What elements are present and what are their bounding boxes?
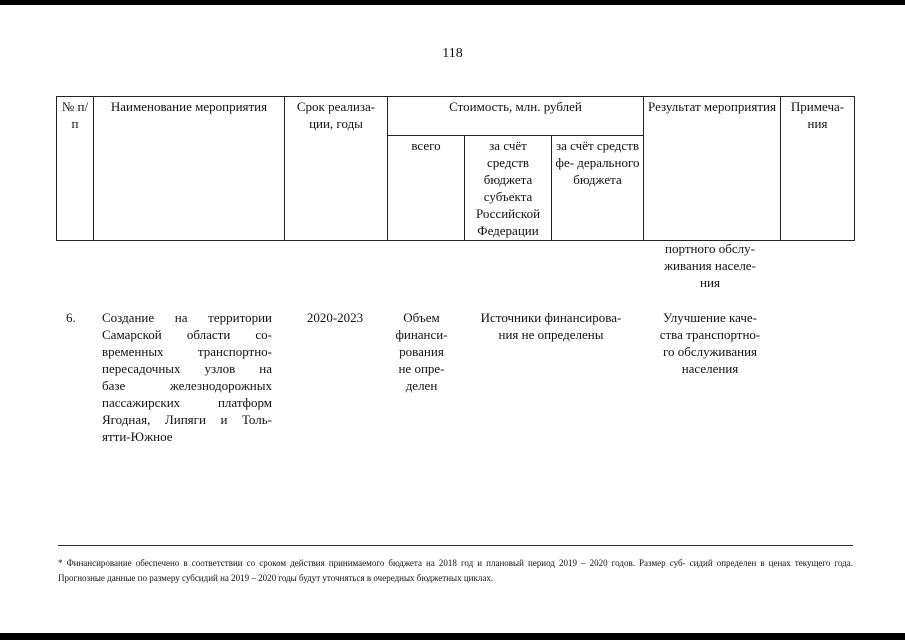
page-number: 118 [442, 46, 463, 61]
row6-total-line: Объем [403, 310, 440, 325]
row6-name-line: временных транспортно- [102, 344, 272, 359]
header-num: № п/п [57, 97, 94, 241]
footnote-divider [58, 545, 853, 546]
row6-sources-line: ния не определены [498, 327, 604, 342]
table-header [56, 96, 855, 241]
row6-sources [462, 309, 640, 343]
row6-name-line: ятти-Южное [102, 429, 173, 444]
row6-result [643, 309, 777, 377]
continuation-result [643, 240, 777, 291]
row6-total [383, 309, 460, 394]
row6-result-line: ства транспортно- [659, 327, 761, 342]
row6-name-line: Ягодная, Липяги и Толь- [102, 412, 272, 427]
row6-result-line: населения [681, 361, 739, 376]
row6-name-line: базе железнодорожных [102, 378, 272, 393]
footnote: * Финансирование обеспечено в соответствии со сроком действия принимаемого бюджета на 2018 год и плановый период 2019 – 2020 годов. Размер суб- сидий определен в ценах текущего года. Прогнозные данные по размеру субсидий на 2019 – 2020 годы будут уточняться в очередных бюджетных циклах. [58, 558, 853, 583]
header-cost-total: всего [388, 136, 465, 241]
header-result: Результат мероприятия [644, 97, 781, 241]
row6-total-line: рования [399, 344, 444, 359]
row6-name-line: пересадочных узлов на [102, 361, 272, 376]
row6-period: 2020-2023 [306, 310, 364, 325]
row6-total-line: делен [405, 378, 438, 393]
continuation-line: ния [700, 275, 720, 290]
top-border [0, 0, 905, 5]
row6-name-line: Создание на территории [102, 310, 272, 325]
row6-total-line: финанси- [395, 327, 448, 342]
row6-num: 6. [66, 310, 76, 325]
header-cost-federal: за счёт средств фе- дерального бюджета [552, 136, 644, 241]
row6-name [102, 309, 272, 445]
header-notes: Примеча- ния [781, 97, 855, 241]
bottom-border [0, 633, 905, 640]
continuation-line: живания населе- [664, 258, 756, 273]
row6-total-line: не опре- [398, 361, 445, 376]
header-period: Срок реализа- ции, годы [285, 97, 388, 241]
header-name: Наименование мероприятия [94, 97, 285, 241]
row6-result-line: Улучшение каче- [663, 310, 757, 325]
header-cost-regional: за счёт средств бюджета субъекта Российской Федерации [465, 136, 552, 241]
row6-name-line: пассажирских платформ [102, 395, 272, 410]
continuation-line: портного обслу- [665, 241, 755, 256]
row6-result-line: го обслуживания [662, 344, 758, 359]
header-cost: Стоимость, млн. рублей [388, 97, 644, 136]
row6-name-line: Самарской области со- [102, 327, 272, 342]
row6-sources-line: Источники финансирова- [480, 310, 622, 325]
